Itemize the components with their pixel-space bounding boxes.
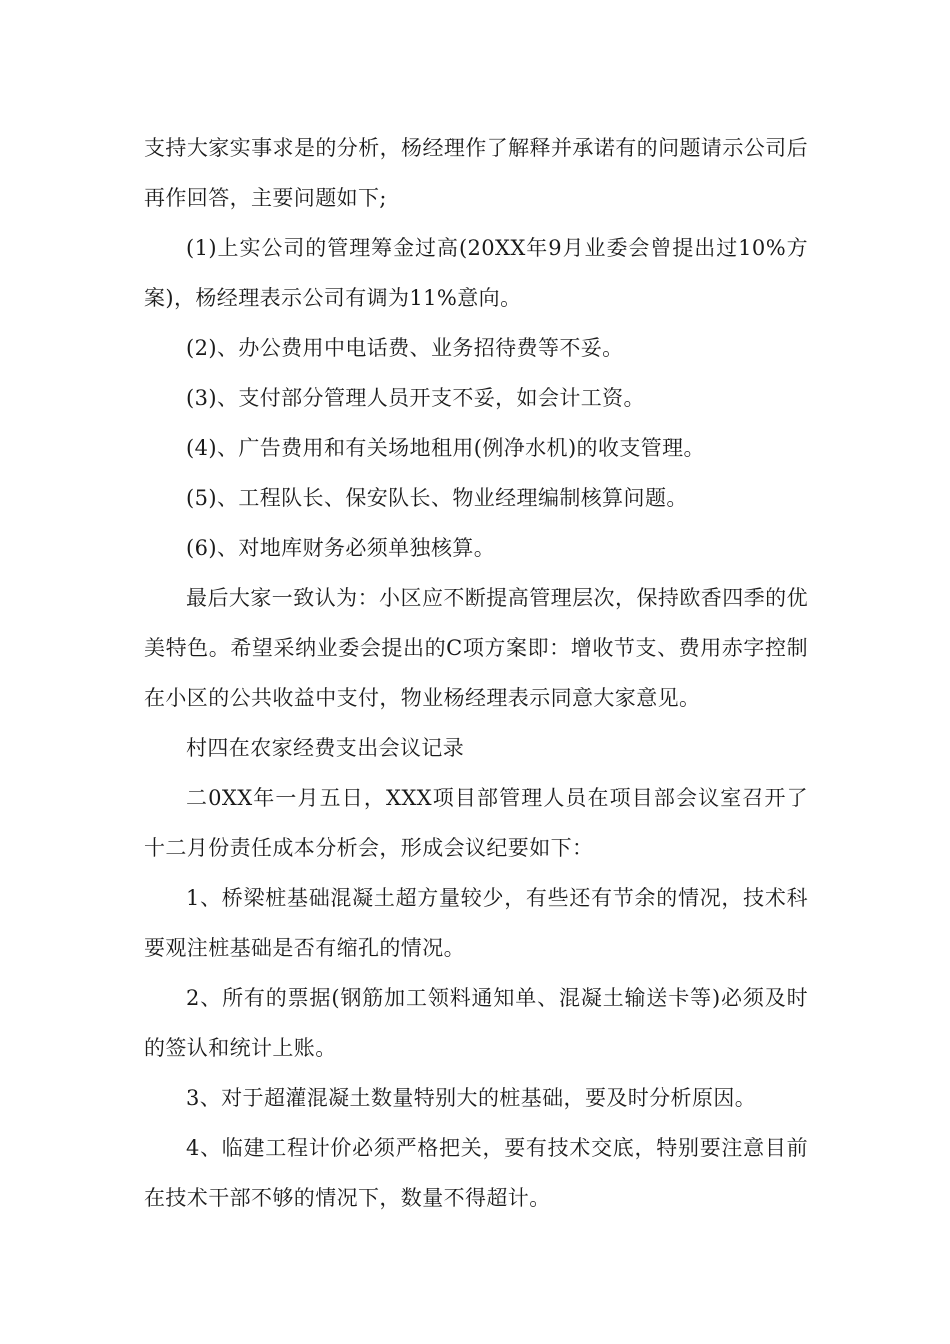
paragraph-7: (6)、对地库财务必须单独核算。 [186,536,496,560]
paragraph-13: 3、对于超灌混凝土数量特别大的桩基础，要及时分析原因。 [186,1086,757,1110]
section-heading: 村四在农家经费支出会议记录 [186,736,465,760]
paragraph-5: (4)、广告费用和有关场地租用(例净水机)的收支管理。 [186,436,705,460]
paragraph-6: (5)、工程队长、保安队长、物业经理编制核算问题。 [186,486,688,510]
paragraph-2: (1)上实公司的管理筹金过高(20XX年9月业委会曾提出过10%方案)，杨经理表示公司有调为11%意向。 [144,236,808,310]
paragraph-3: (2)、办公费用中电话费、业务招待费等不妥。 [186,336,624,360]
paragraph-14: 4、临建工程计价必须严格把关，要有技术交底，特别要注意目前在技术干部不够的情况下，数量不得超计。 [144,1136,808,1210]
document-body [144,123,808,1223]
paragraph-12: 2、所有的票据(钢筋加工领料通知单、混凝土输送卡等)必须及时的签认和统计上账。 [144,986,808,1060]
paragraph-4: (3)、支付部分管理人员开支不妥，如会计工资。 [186,386,645,410]
paragraph-8: 最后大家一致认为：小区应不断提高管理层次，保持欧香四季的优美特色。希望采纳业委会提出的C项方案即：增收节支、费用赤字控制在小区的公共收益中支付，物业杨经理表示同意大家意见。 [144,586,808,710]
paragraph-10: 二0XX年一月五日，XXX项目部管理人员在项目部会议室召开了十二月份责任成本分析会，形成会议纪要如下： [144,786,808,860]
paragraph-11: 1、桥梁桩基础混凝土超方量较少，有些还有节余的情况，技术科要观注桩基础是否有缩孔的情况。 [144,886,808,960]
paragraph-1: 支持大家实事求是的分析，杨经理作了解释并承诺有的问题请示公司后再作回答，主要问题如下; [144,136,808,210]
